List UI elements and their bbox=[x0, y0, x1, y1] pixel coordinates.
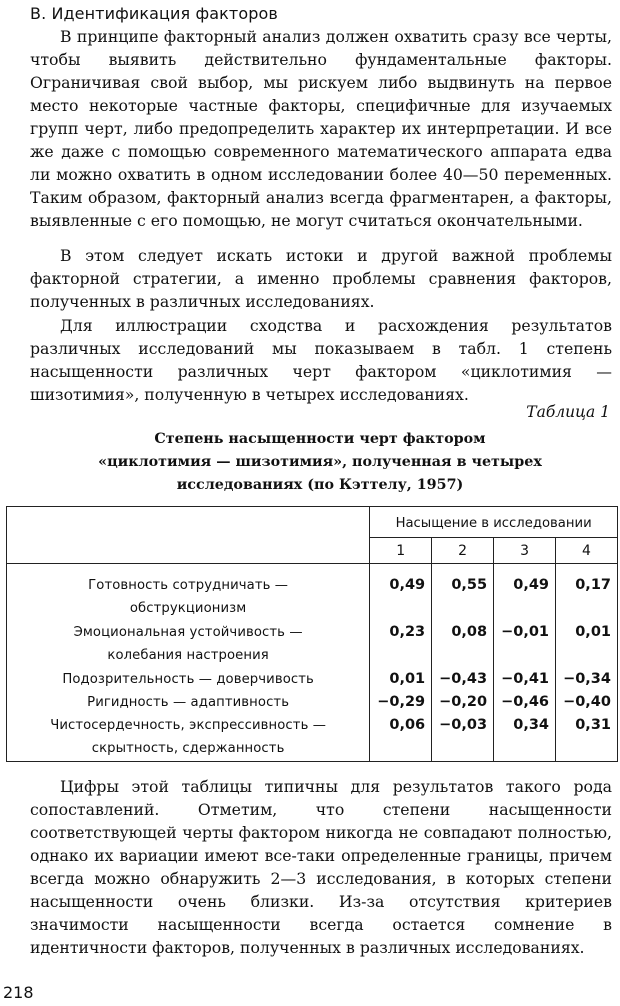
cell-value: 0,55 bbox=[451, 577, 488, 593]
column-header: 1 bbox=[370, 538, 432, 564]
cell-value: −0,43 bbox=[439, 671, 488, 687]
page-number: 218 bbox=[3, 983, 34, 1002]
paragraph-4: Цифры этой таблицы типичны для результатов такого рода сопоставлений. Отметим, что степени насыщенности соответствующей черты фактором никогда не совпадают полностью, однако их вариации имеют все-таки определенные границы, причем всегда можно обнаружить 2—3 исследования, в которых степени насыщенности очень близки. Из-за отсутствия критериев значимости насыщенности всегда остается сомнение в идентичности факторов, полученных в различных исследованиях. bbox=[30, 777, 612, 957]
paragraph-3: Для иллюстрации сходства и расхождения результатов различных исследований мы показываем в табл. 1 степень насыщенности различных черт фактором «циклотимия — шизотимия», полученную в четырех исследованиях. bbox=[30, 316, 612, 404]
row-label bbox=[7, 668, 369, 691]
row-label bbox=[7, 574, 369, 620]
cell-value: 0,17 bbox=[575, 577, 611, 593]
cell-value: 0,23 bbox=[389, 624, 426, 640]
cell-value: 0,49 bbox=[389, 577, 426, 593]
column-header: 2 bbox=[432, 538, 494, 564]
cell-value: −0,40 bbox=[563, 694, 611, 710]
table-title-line: Степень насыщенности черт фактором bbox=[154, 431, 486, 447]
cell-value: −0,46 bbox=[501, 694, 550, 710]
cell-value: −0,34 bbox=[563, 671, 611, 687]
row-label-line: колебания настроения bbox=[107, 648, 269, 663]
table-title bbox=[60, 428, 580, 497]
row-label-line: Готовность сотрудничать — bbox=[88, 578, 289, 593]
cell-value: 0,34 bbox=[513, 717, 550, 733]
paragraph-1: В принципе факторный анализ должен охватить сразу все черты, чтобы выявить действительно фундаментальные факторы. Ограничивая свой выбор, мы рискуем либо выдвинуть на первое место некоторые частные факторы, специфичные для изучаемых групп черт, либо предопределить характер их интерпретации. И все же даже с помощью современного математического аппарата едва ли можно охватить в одном исследовании более 40—50 переменных. Таким образом, факторный анализ всегда фрагментарен, а факторы, выявленные с его помощью, не могут считаться окончательными. bbox=[30, 27, 612, 230]
table-title-line: исследованиях (по Кэттелу, 1957) bbox=[176, 477, 464, 493]
values-column-1 bbox=[370, 564, 432, 762]
table-title-line: «циклотимия — шизотимия», полученная в четырех bbox=[98, 454, 542, 470]
row-label-line: скрытность, сдержанность bbox=[91, 741, 285, 756]
row-label bbox=[7, 691, 369, 714]
row-labels-cell bbox=[7, 564, 370, 762]
cell-value: −0,41 bbox=[501, 671, 550, 687]
values-column-4 bbox=[556, 564, 618, 762]
header-blank-cell bbox=[7, 507, 370, 564]
cell-value: 0,01 bbox=[389, 671, 426, 687]
column-group-header: Насыщение в исследовании bbox=[370, 507, 618, 538]
table-label: Таблица 1 bbox=[526, 403, 610, 421]
values-column-3 bbox=[494, 564, 556, 762]
cell-value: 0,08 bbox=[451, 624, 488, 640]
section-header: В. Идентификация факторов bbox=[30, 4, 278, 23]
column-header: 3 bbox=[494, 538, 556, 564]
row-label-line: Ригидность — адаптивность bbox=[87, 695, 290, 710]
cell-value: 0,49 bbox=[513, 577, 550, 593]
cell-value: 0,06 bbox=[389, 717, 426, 733]
cell-value: −0,20 bbox=[439, 694, 488, 710]
paragraph-2: В этом следует искать истоки и другой важной проблемы факторной стратегии, а именно проблемы сравнения факторов, полученных в различных исследованиях. bbox=[30, 246, 612, 311]
cell-value: 0,01 bbox=[575, 624, 611, 640]
row-label-line: Чистосердечность, экспрессивность — bbox=[50, 718, 327, 733]
row-label bbox=[7, 714, 369, 760]
row-label-line: Подозрительность — доверчивость bbox=[62, 672, 314, 687]
cell-value: −0,01 bbox=[501, 624, 550, 640]
cell-value: 0,31 bbox=[575, 717, 611, 733]
row-label-line: Эмоциональная устойчивость — bbox=[73, 625, 303, 640]
cell-value: −0,29 bbox=[377, 694, 426, 710]
row-label-line: обструкционизм bbox=[129, 601, 247, 616]
column-header: 4 bbox=[556, 538, 618, 564]
cell-value: −0,03 bbox=[439, 717, 488, 733]
values-column-2 bbox=[432, 564, 494, 762]
saturation-table bbox=[6, 506, 618, 762]
row-label bbox=[7, 621, 369, 667]
